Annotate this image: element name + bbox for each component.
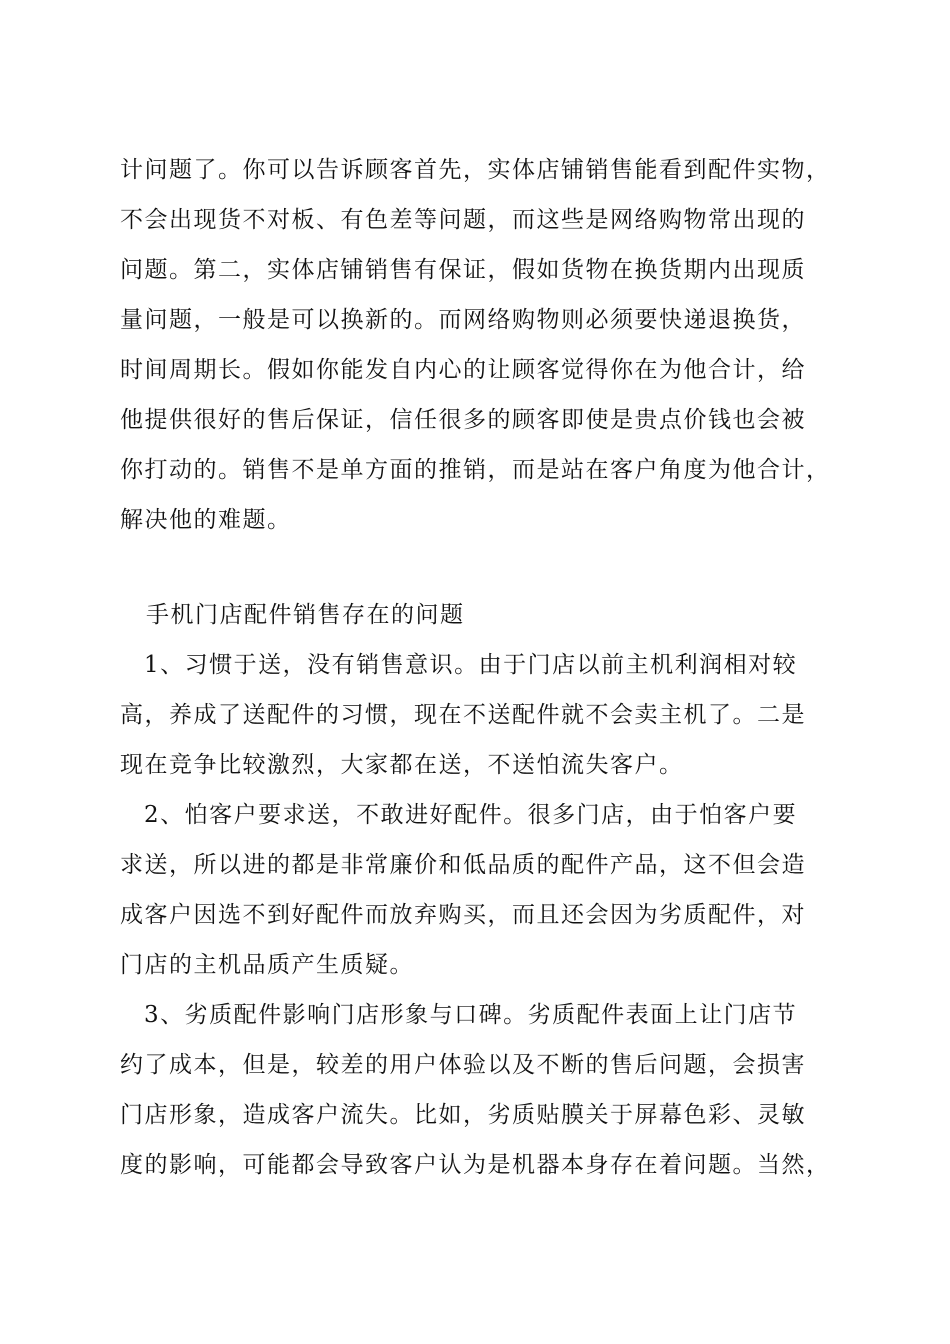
text-line: 成客户因选不到好配件而放弃购买，而且还会因为劣质配件，对 xyxy=(120,902,806,928)
text-line: 度的影响，可能都会导致客户认为是机器本身存在着问题。当然， xyxy=(120,1152,831,1178)
text-line: 现在竞争比较激烈，大家都在送，不送怕流失客户。 xyxy=(120,752,684,778)
text-line: 约了成本，但是，较差的用户体验以及不断的售后问题，会损害 xyxy=(120,1052,806,1078)
text-line: 求送，所以进的都是非常廉价和低品质的配件产品，这不但会造 xyxy=(120,852,806,878)
text-line: 不会出现货不对板、有色差等问题，而这些是网络购物常出现的 xyxy=(120,207,806,233)
text-line: 1、习惯于送，没有销售意识。由于门店以前主机利润相对较 xyxy=(144,652,798,678)
text-line: 门店的主机品质产生质疑。 xyxy=(120,952,414,978)
text-line: 计问题了。你可以告诉顾客首先，实体店铺销售能看到配件实物， xyxy=(120,157,831,183)
section-heading: 手机门店配件销售存在的问题 xyxy=(146,602,465,628)
text-line: 门店形象，造成客户流失。比如，劣质贴膜关于屏幕色彩、灵敏 xyxy=(120,1102,806,1128)
text-line: 时间周期长。假如你能发自内心的让顾客觉得你在为他合计，给 xyxy=(120,357,806,383)
text-line: 量问题，一般是可以换新的。而网络购物则必须要快递退换货， xyxy=(120,307,806,333)
text-line: 3、劣质配件影响门店形象与口碑。劣质配件表面上让门店节 xyxy=(144,1002,798,1028)
text-line: 解决他的难题。 xyxy=(120,507,292,533)
text-line: 高，养成了送配件的习惯，现在不送配件就不会卖主机了。二是 xyxy=(120,702,806,728)
text-line: 你打动的。销售不是单方面的推销，而是站在客户角度为他合计， xyxy=(120,457,831,483)
list-item-3 xyxy=(120,990,850,1190)
text-line: 他提供很好的售后保证，信任很多的顾客即使是贵点价钱也会被 xyxy=(120,407,806,433)
text-line: 2、怕客户要求送，不敢进好配件。很多门店，由于怕客户要 xyxy=(144,802,798,828)
paragraph-customer-service xyxy=(120,145,850,545)
text-line: 问题。第二，实体店铺销售有保证，假如货物在换货期内出现质 xyxy=(120,257,806,283)
section-heading-block xyxy=(120,590,850,640)
list-item-2 xyxy=(120,790,850,990)
list-item-1 xyxy=(120,640,850,790)
